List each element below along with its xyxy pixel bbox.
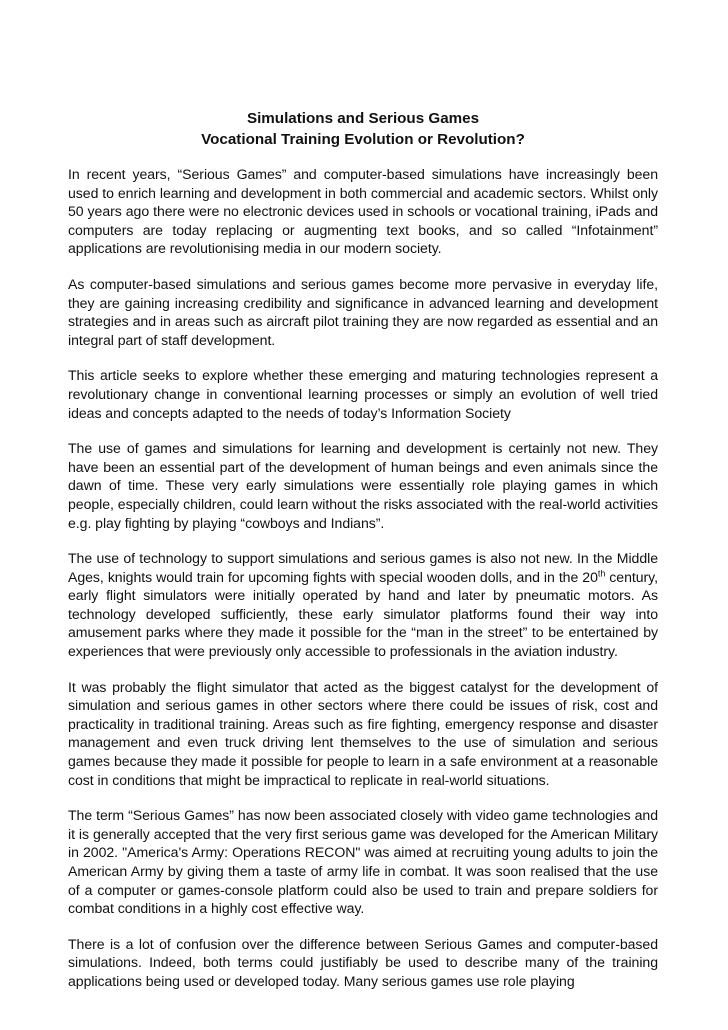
ordinal-suffix: th (597, 568, 606, 578)
paragraph-6: It was probably the flight simulator that acted as the biggest catalyst for the development of simulation and serious games in other sectors where there could be issues of risk, cost and practicality in traditional training. Areas such as fire fighting, emergency response and disaster management and even truck driving lent themselves to the use of simulation and serious games because they made it possible for people to learn in a safe environment at a reasonable cost in conditions that might be impractical to replicate in real-world situations. (68, 678, 658, 788)
paragraph-8: There is a lot of confusion over the difference between Serious Games and computer-based simulations. Indeed, both terms could justifiably be used to describe many of the training applications being used or developed today. Many serious games use role playing (68, 935, 658, 989)
document-page (68, 108, 658, 1008)
paragraph-4: The use of games and simulations for learning and development is certainly not new. They have been an essential part of the development of human beings and even animals since the dawn of time. These very early simulations were essentially role playing games in which people, especially children, could learn without the risks associated with the real-world activities e.g. play fighting by playing “cowboys and Indians”. (68, 440, 658, 531)
paragraph-3: This article seeks to explore whether these emerging and maturing technologies represent a revolutionary change in conventional learning processes or simply an evolution of well tried ideas and concepts adapted to the needs of today’s Information Society (68, 367, 658, 421)
paragraph-5-after: century, early flight simulators were initially operated by hand and later by pneumatic motors. As technology developed sufficiently, these early simulator platforms found their way into amusement parks where they made it possible for the “man in the street” to be entertained by experiences that were previously only accessible to professionals in the aviation industry. (68, 568, 658, 660)
paragraph-7: The term “Serious Games” has now been associated closely with video game technologies and it is generally accepted that the very first serious game was developed for the American Military in 2002. "America's Army: Operations RECON" was aimed at recruiting young adults to join the American Army by giving them a taste of army life in combat. It was soon realised that the use of a computer or games-console platform could also be used to train and prepare soldiers for combat conditions in a highly cost effective way. (68, 807, 658, 917)
paragraph-1: In recent years, “Serious Games” and computer-based simulations have increasingly been used to enrich learning and development in both commercial and academic sectors. Whilst only 50 years ago there were no electronic devices used in schools or vocational training, iPads and computers are today replacing or augmenting text books, and so called “Infotainment” applications are revolutionising media in our modern society. (68, 166, 658, 257)
document-title: Simulations and Serious Games (246, 110, 480, 127)
paragraph-5 (68, 549, 658, 661)
paragraph-5-before: The use of technology to support simulations and serious games is also not new. In the Middle Ages, knights would train for upcoming fights with special wooden dolls, and in the 20 (68, 550, 658, 585)
title-block (68, 108, 658, 150)
document-subtitle: Vocational Training Evolution or Revolution? (201, 131, 525, 148)
paragraph-2: As computer-based simulations and serious games become more pervasive in everyday life, they are gaining increasing credibility and significance in advanced learning and development strategies and in areas such as aircraft pilot training they are now regarded as essential and an integral part of staff development. (68, 275, 658, 348)
